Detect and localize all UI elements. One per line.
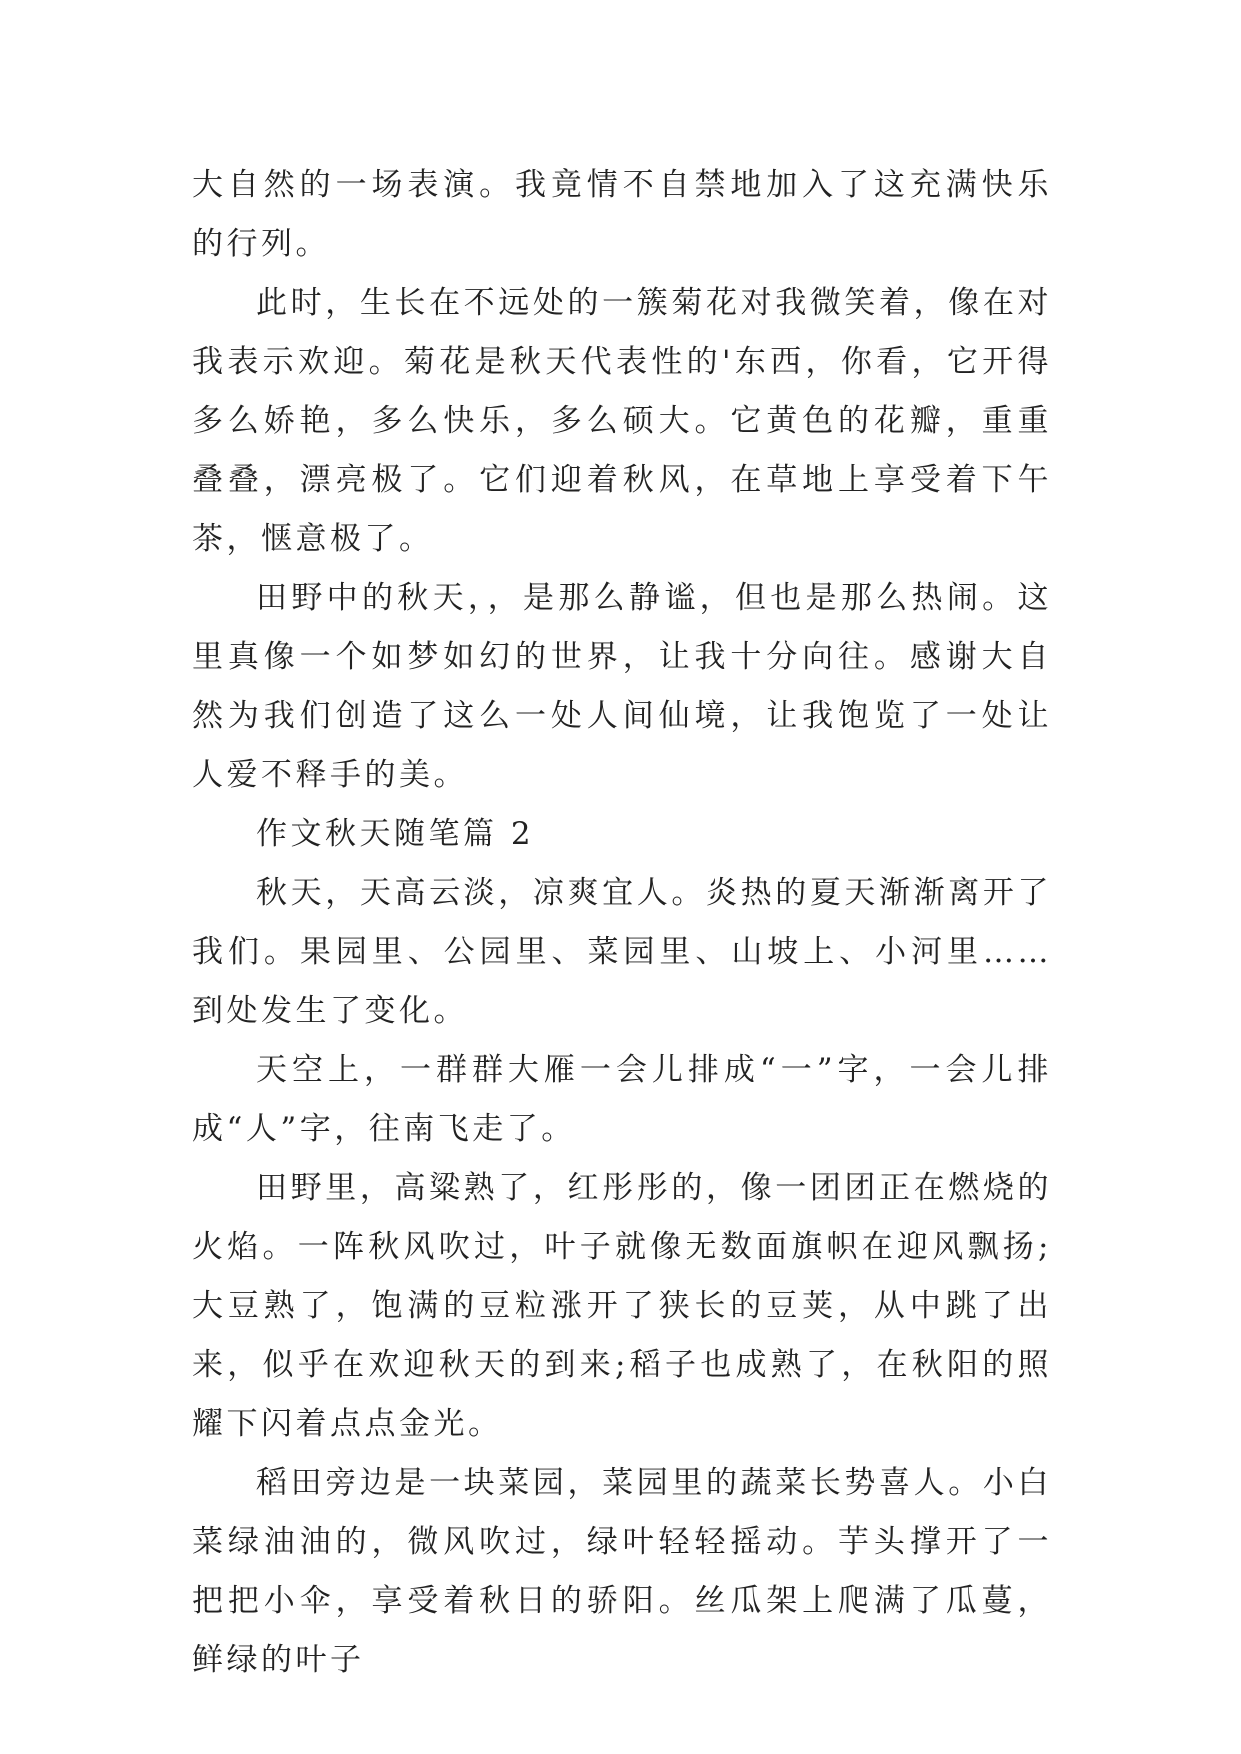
section-heading: 作文秋天随笔篇 2 xyxy=(256,816,535,852)
paragraph-3: 田野中的秋天，，是那么静谧，但也是那么热闹。这里真像一个如梦如幻的世界，让我十分向往。感谢大自然为我们创造了这么一处人间仙境，让我饱览了一处让人爱不释手的美。 xyxy=(192,580,1052,793)
paragraph-1: 大自然的一场表演。我竟情不自禁地加入了这充满快乐的行列。 xyxy=(192,167,1052,262)
paragraph-2: 此时，生长在不远处的一簇菊花对我微笑着，像在对我表示欢迎。菊花是秋天代表性的'东西，你看，它开得多么娇艳，多么快乐，多么硕大。它黄色的花瓣，重重叠叠，漂亮极了。它们迎着秋风，在草地上享受着下午茶，惬意极了。 xyxy=(192,285,1052,557)
paragraph-5: 秋天，天高云淡，凉爽宜人。炎热的夏天渐渐离开了我们。果园里、公园里、菜园里、山坡上、小河里……到处发生了变化。 xyxy=(192,875,1052,1029)
paragraph-6: 天空上，一群群大雁一会儿排成“一”字，一会儿排成“人”字，往南飞走了。 xyxy=(192,1052,1052,1147)
paragraph-7: 田野里，高粱熟了，红彤彤的，像一团团正在燃烧的火焰。一阵秋风吹过，叶子就像无数面旗帜在迎风飘扬;大豆熟了，饱满的豆粒涨开了狭长的豆荚，从中跳了出来，似乎在欢迎秋天的到来;稻子也成熟了，在秋阳的照耀下闪着点点金光。 xyxy=(192,1170,1052,1442)
document-body xyxy=(192,156,1052,1690)
paragraph-8: 稻田旁边是一块菜园，菜园里的蔬菜长势喜人。小白菜绿油油的，微风吹过，绿叶轻轻摇动。芋头撑开了一把把小伞，享受着秋日的骄阳。丝瓜架上爬满了瓜蔓，鲜绿的叶子 xyxy=(192,1465,1052,1678)
